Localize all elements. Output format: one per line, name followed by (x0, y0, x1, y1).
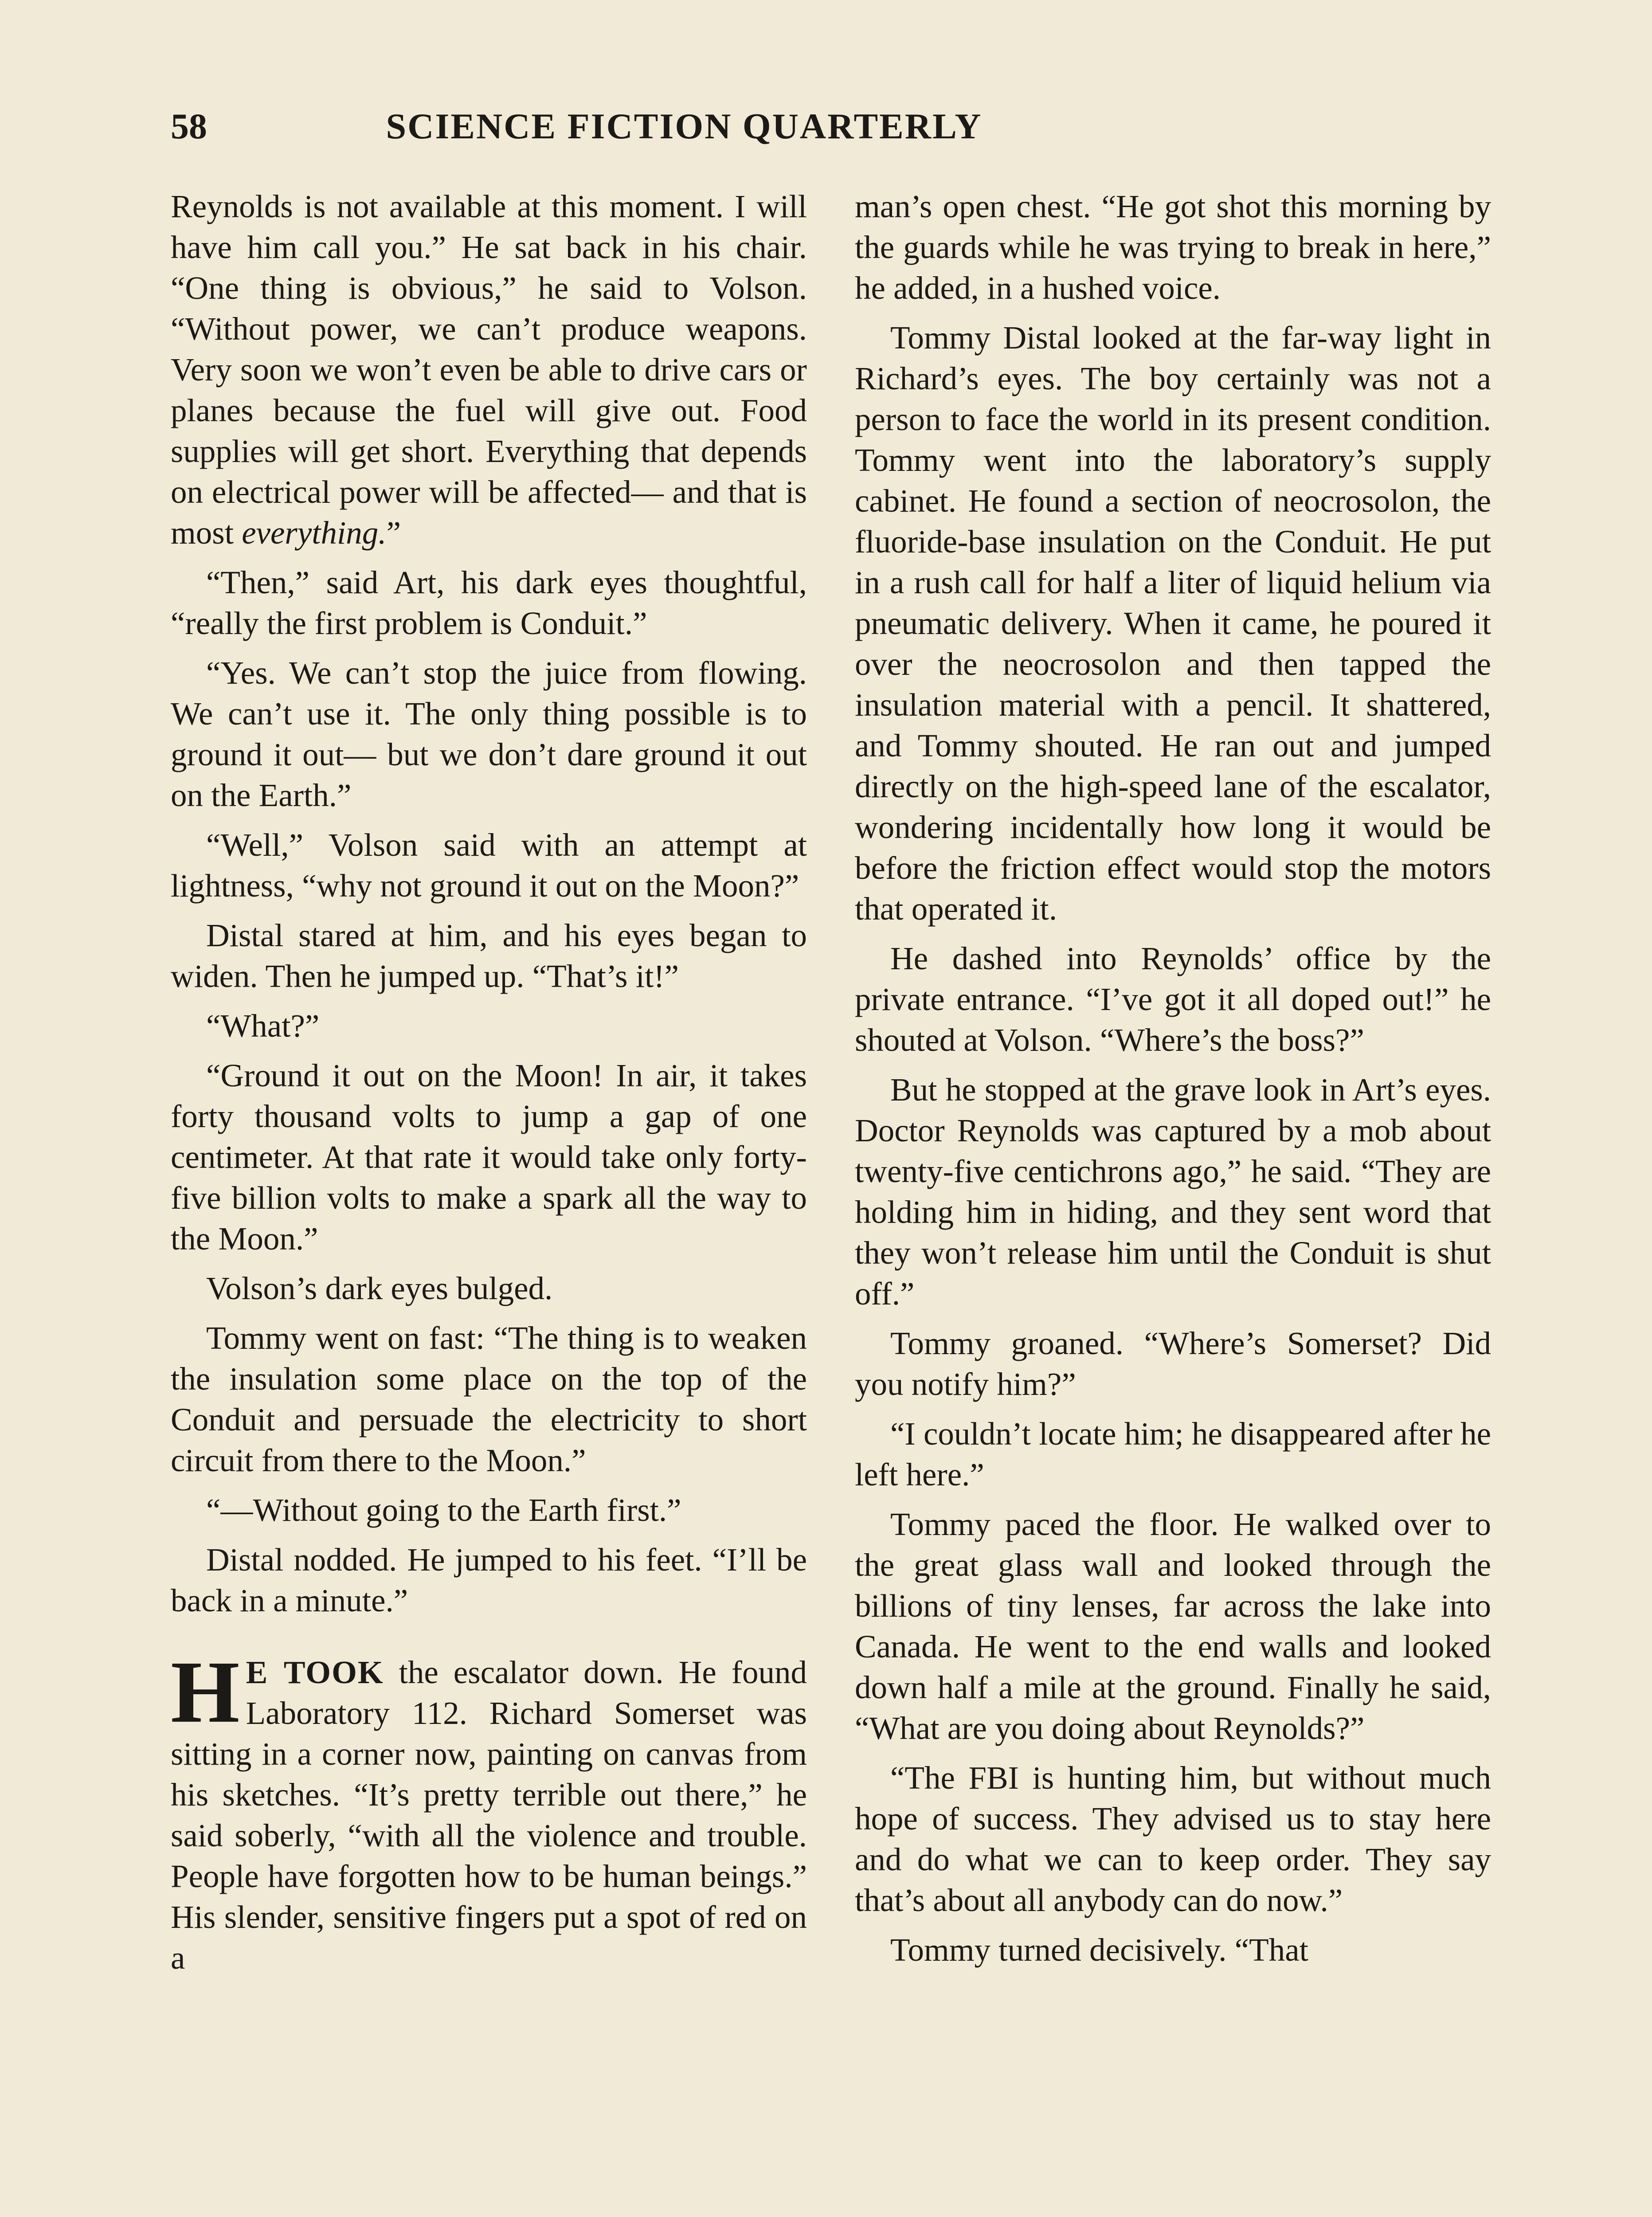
paragraph: “—Without going to the Earth first.” (206, 1492, 681, 1528)
paragraph: But he stopped at the grave look in Art’s eyes. Doctor Reynolds was captured by a mob about twenty-five centichrons ago,” he said. “They are holding him in hiding, and they sent word that they won’t release him until the Conduit is shut off.” (855, 1072, 1491, 1312)
paragraph: “Then,” said Art, his dark eyes thoughtful, “really the first problem is Conduit.” (171, 564, 807, 641)
paragraph: “I couldn’t locate him; he disappeared after he left here.” (855, 1416, 1491, 1492)
running-title: SCIENCE FICTION QUARTERLY (386, 106, 983, 146)
paragraph: Volson’s dark eyes bulged. (206, 1270, 553, 1306)
paragraph: “The FBI is hunting him, but without much hope of success. They advised us to stay here and do what we can to keep order. They say that’s about all anybody can do now.” (855, 1760, 1491, 1918)
page-number: 58 (171, 106, 207, 146)
emphasis-word: everything. (242, 515, 387, 551)
page-header (171, 95, 1198, 157)
paragraph: Tommy groaned. “Where’s Somerset? Did you notify him?” (855, 1325, 1491, 1402)
paragraph: “Ground it out on the Moon! In air, it takes forty thousand volts to jump a gap of one centimeter. At that rate it would take only forty-five billion volts to make a spark all the way to the Moon.” (171, 1058, 807, 1257)
left-column (171, 186, 807, 1987)
paragraph: Tommy Distal looked at the far-way light in Richard’s eyes. The boy certainly was not a person to face the world in its present condition. Tommy went into the laboratory’s supply cabinet. He found a section of neocrosolon, the fluoride-base insulation on the Conduit. He put in a rush call for half a liter of liquid helium via pneumatic delivery. When it came, he poured it over the neocrosolon and then tapped the insulation material with a pencil. It shattered, and Tommy shouted. He ran out and jumped directly on the high-speed lane of the escalator, wondering incidentally how long it would be before the friction effect would stop the motors that operated it. (855, 320, 1491, 927)
section-opening-paragraph: H E TOOK the escalator down. He found Laboratory 112. Richard Somerset was sitting in a corner now, painting on canvas from his sketches. “It’s pretty terrible out there,” he said soberly, “with all the violence and trouble. People have forgotten how to be human beings.” His slender, sensitive fingers put a spot of red on a (171, 1643, 807, 1976)
paragraph: “What?” (206, 1008, 320, 1044)
paragraph: Reynolds is not available at this moment. I will have him call you.” He sat back in his chair. “One thing is obvious,” he said to Volson. “Without power, we can’t produce weapons. Very soon we won’t even be able to drive cars or planes because the fuel will give out. Food supplies will get short. Everything that depends on electrical power will be affected— and that is most everything.” (171, 188, 807, 551)
paragraph: Tommy went on fast: “The thing is to weaken the insulation some place on the top of the Conduit and persuade the electricity to short circuit from there to the Moon.” (171, 1320, 807, 1478)
paragraph: Distal stared at him, and his eyes began to widen. Then he jumped up. “That’s it!” (171, 917, 807, 994)
paragraph: Tommy turned decisively. “That (890, 1932, 1308, 1968)
lead-in: E TOOK (246, 1654, 384, 1690)
paragraph: “Yes. We can’t stop the juice from flowing. We can’t use it. The only thing possible is to ground it out— but we don’t dare ground it out on the Earth.” (171, 655, 807, 813)
paragraph: Distal nodded. He jumped to his feet. “I’ll be back in a minute.” (171, 1542, 807, 1618)
paragraph: man’s open chest. “He got shot this morning by the guards while he was trying to break in here,” he added, in a hushed voice. (855, 188, 1491, 306)
right-column (855, 186, 1491, 1979)
paragraph: He dashed into Reynolds’ office by the private entrance. “I’ve got it all doped out!” he shouted at Volson. “Where’s the boss?” (855, 940, 1491, 1058)
paragraph: “Well,” Volson said with an attempt at lightness, “why not ground it out on the Moon?” (171, 827, 807, 904)
drop-cap: H (171, 1643, 240, 1741)
paragraph: Tommy paced the floor. He walked over to the great glass wall and looked through the billions of tiny lenses, far across the lake into Canada. He went to the end walls and looked down half a mile at the ground. Finally he said, “What are you doing about Reynolds?” (855, 1506, 1491, 1746)
